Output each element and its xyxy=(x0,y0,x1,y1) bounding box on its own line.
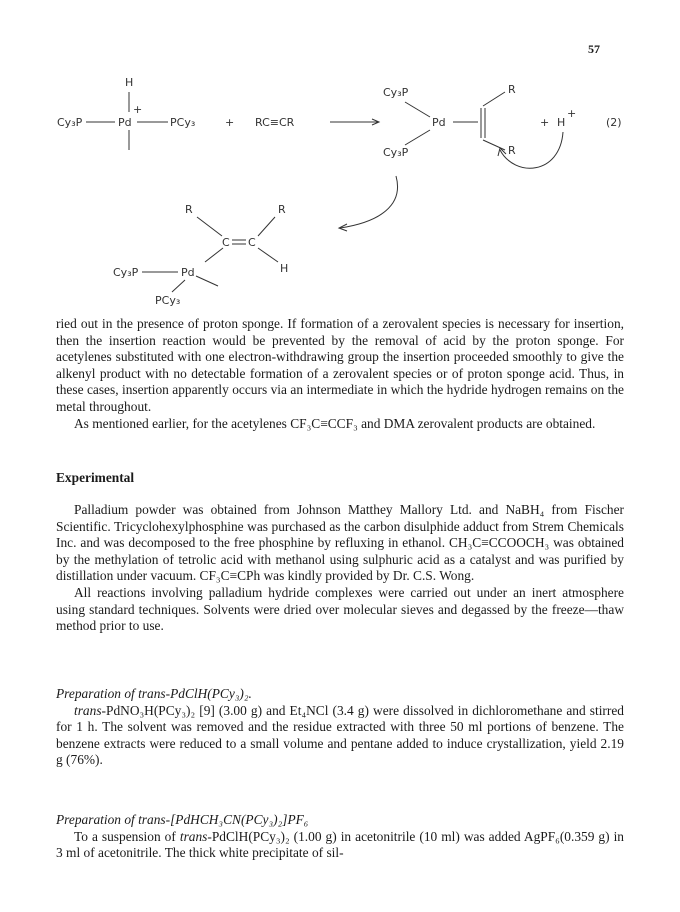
preparation-1 xyxy=(56,686,624,769)
paragraph-materials: Palladium powder was obtained from Johnson Matthey Mallory Ltd. and NaBH₄ from Fischer Scientific. Tricyclohexylphosphine was purchased as the carbon disulphide adduct from Strem Chemicals Inc. and was decomposed to the free phosphine by refluxing in ethanol. CH₃C≡CCOOCH₃ was obtained by the methylation of tetrolic acid with methanol using sulphuric acid as a catalyst and was purified by distillation under vacuum. CF₃C≡CPh was kindly provided by Dr. C.S. Wong. xyxy=(56,502,624,584)
bond-p-pd-bottom xyxy=(405,130,430,145)
scheme-final-pd: Pd xyxy=(181,266,195,279)
scheme-h-top: H xyxy=(125,76,134,89)
bond-c2-r xyxy=(258,217,275,236)
scheme-proton-charge: + xyxy=(567,107,577,120)
prep1-trans: trans xyxy=(74,702,102,718)
prep2-title: Preparation of trans-[PdHCH₃CN(PCy₃)₂]PF₆ xyxy=(56,812,309,827)
scheme-prod-pd: Pd xyxy=(432,116,446,129)
bond-c1-r xyxy=(197,217,222,236)
prep2-trans: trans xyxy=(179,828,208,844)
prep2-text-b: -PdClH(PCy₃)₂ (1.00 g) in acetonitrile (10 ml) was added AgPF₆(0.359 g) in 3 ml of acetonitrile. The thick white precipitate of sil- xyxy=(56,828,624,861)
scheme-final-cy3p: Cy₃P xyxy=(113,266,139,279)
prep1-paragraph xyxy=(56,703,624,769)
scheme-final-c2: C xyxy=(248,236,256,249)
paragraph-proton-sponge: ried out in the presence of proton sponge. If formation of a zerovalent species is necessary for insertion, then the insertion reaction would be prevented by the removal of acid by the proton sponge. For acetylenes substituted with one electron-withdrawing group the insertion proceeded smoothly to give the alkenyl product with no detectable formation of a zerovalent species or of proton sponge acid. Thus, in these cases, insertion apparently occurs via an intermediate in which the hydride hydrogen remains on the metal throughout. xyxy=(56,316,624,414)
scheme-final-c1: C xyxy=(222,236,230,249)
prep1-title: Preparation of trans-PdClH(PCy₃)₂. xyxy=(56,686,252,701)
paragraph-techniques: All reactions involving palladium hydride complexes were carried out under an inert atmosphere using standard techniques. Solvents were dried over molecular sieves and degassed by the freeze—thaw method prior to use. xyxy=(56,584,624,634)
scheme-plus-sign: + xyxy=(225,116,235,129)
scheme-proton: H xyxy=(557,116,566,129)
discussion-text xyxy=(56,316,624,432)
experimental-text xyxy=(56,502,624,635)
bond-c2-h xyxy=(258,248,278,262)
reaction-scheme xyxy=(0,0,680,320)
scheme-final-r-right: R xyxy=(278,203,286,216)
prep1-text: -PdNO₃H(PCy₃)₂ [9] (3.00 g) and Et₄NCl (3.4 g) were dissolved in dichloromethane and stirred for 1 h. The solvent was removed and the residue extracted with three 50 ml portions of benzene. The benzene extracts were reduced to a small volume and pentane added to induce crystallization, yield 2.19 g (76%). xyxy=(56,702,624,768)
bond-pd-pcy3 xyxy=(172,280,185,292)
product-arrow xyxy=(340,176,398,228)
scheme-pd-charge: + xyxy=(133,103,143,116)
equation-number: (2) xyxy=(606,116,622,129)
prep2-text-a: To a suspension of xyxy=(74,828,180,844)
scheme-pcy3-right: PCy₃ xyxy=(170,116,196,129)
scheme-final-h: H xyxy=(280,262,289,275)
scheme-alkyne: RC≡CR xyxy=(255,116,295,129)
scheme-prod-cy3p-bottom: Cy₃P xyxy=(383,146,409,159)
section-heading-experimental: Experimental xyxy=(56,470,135,485)
page-number: 57 xyxy=(588,42,600,56)
bond-alkyne-r-top xyxy=(483,92,505,106)
scheme-cy3p-left: Cy₃P xyxy=(57,116,83,129)
bond-p-pd-top xyxy=(405,102,430,117)
scheme-final-r-left: R xyxy=(185,203,193,216)
scheme-prod-r-bottom: R xyxy=(508,144,516,157)
scheme-pd: Pd xyxy=(118,116,132,129)
curved-arrow-head xyxy=(498,148,506,156)
prep2-paragraph xyxy=(56,829,624,862)
paragraph-zerovalent: As mentioned earlier, for the acetylenes CF₃C≡CCF₃ and DMA zerovalent products are obtained. xyxy=(74,415,596,431)
preparation-2 xyxy=(56,812,624,862)
scheme-final-pcy3: PCy₃ xyxy=(155,294,181,307)
bond-alkyne-r-bottom xyxy=(483,140,505,150)
bond-c1-pd xyxy=(205,248,223,262)
scheme-prod-r-top: R xyxy=(508,83,516,96)
bond-pd-vacant-final xyxy=(196,276,218,286)
scheme-plus-sign-2: + xyxy=(540,116,550,129)
scheme-prod-cy3p-top: Cy₃P xyxy=(383,86,409,99)
